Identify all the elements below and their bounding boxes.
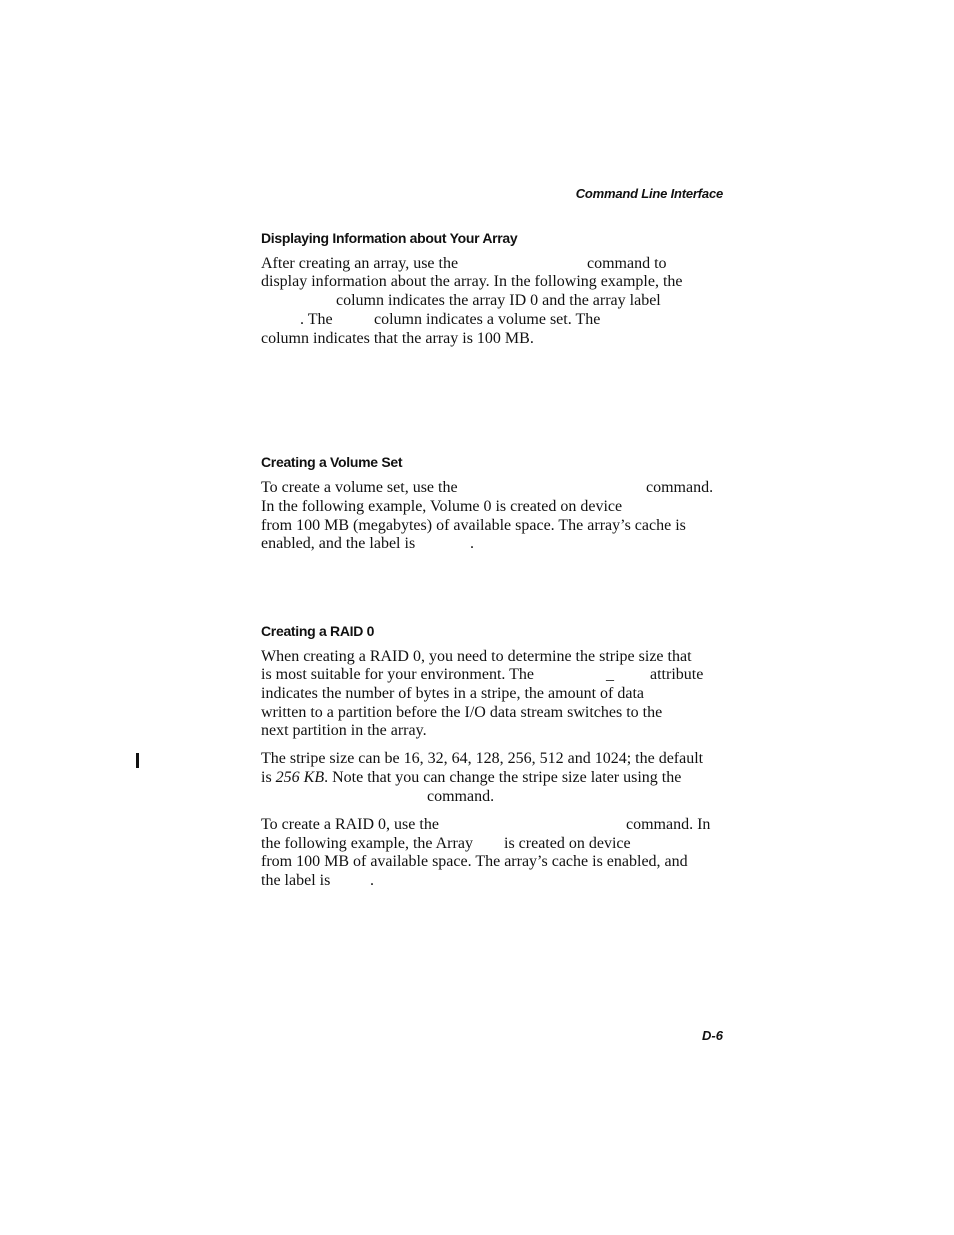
- text-line: column indicates that the array is 100 MB.: [261, 330, 534, 347]
- running-header: Command Line Interface: [575, 186, 723, 201]
- text-line: In the following example, Volume 0 is created on device: [261, 498, 623, 515]
- text-segment: .: [370, 872, 374, 889]
- section-heading-volume-set: Creating a Volume Set: [261, 454, 403, 470]
- text-segment: the following example, the Array: [261, 835, 473, 852]
- text-segment: column indicates a volume set. The: [374, 311, 601, 328]
- text-segment: command.: [646, 479, 714, 496]
- text-segment: . The: [300, 311, 333, 328]
- emphasis-text: 256 KB: [275, 769, 325, 786]
- text-line: display information about the array. In the following example, the: [261, 273, 683, 290]
- text-segment: .: [470, 535, 474, 552]
- text-segment: command. In: [626, 816, 711, 833]
- text-segment: enabled, and the label is: [261, 535, 416, 552]
- text-line: written to a partition before the I/O data stream switches to the: [261, 704, 663, 721]
- section-heading-raid0: Creating a RAID 0: [261, 623, 375, 639]
- text-segment: column indicates the array ID 0 and the array label: [336, 292, 661, 309]
- section-heading-display-info: Displaying Information about Your Array: [261, 230, 518, 246]
- text-line: The stripe size can be 16, 32, 64, 128, 256, 512 and 1024; the default: [261, 750, 704, 767]
- change-bar: [136, 753, 139, 768]
- text-line: indicates the number of bytes in a stripe, the amount of data: [261, 685, 644, 702]
- text-segment: . Note that you can change the stripe size later using the: [324, 769, 682, 786]
- text-line: next partition in the array.: [261, 722, 427, 739]
- text-segment: command.: [427, 788, 495, 805]
- text-segment: command to: [587, 255, 667, 272]
- text-segment: the label is: [261, 872, 331, 889]
- text-segment: is most suitable for your environment. The: [261, 666, 534, 683]
- text-segment: is: [261, 769, 276, 786]
- text-segment: After creating an array, use the: [261, 255, 459, 272]
- text-segment: To create a volume set, use the: [261, 479, 458, 496]
- text-segment: is created on device: [504, 835, 631, 852]
- text-segment: To create a RAID 0, use the: [261, 816, 439, 833]
- text-segment: _: [606, 666, 614, 683]
- text-line: When creating a RAID 0, you need to determine the stripe size that: [261, 648, 692, 665]
- text-line: [261, 768, 681, 787]
- text-segment: attribute: [650, 666, 704, 683]
- page-number: D-6: [702, 1028, 723, 1043]
- text-line: from 100 MB (megabytes) of available space. The array’s cache is: [261, 517, 686, 534]
- text-line: from 100 MB of available space. The array’s cache is enabled, and: [261, 853, 688, 870]
